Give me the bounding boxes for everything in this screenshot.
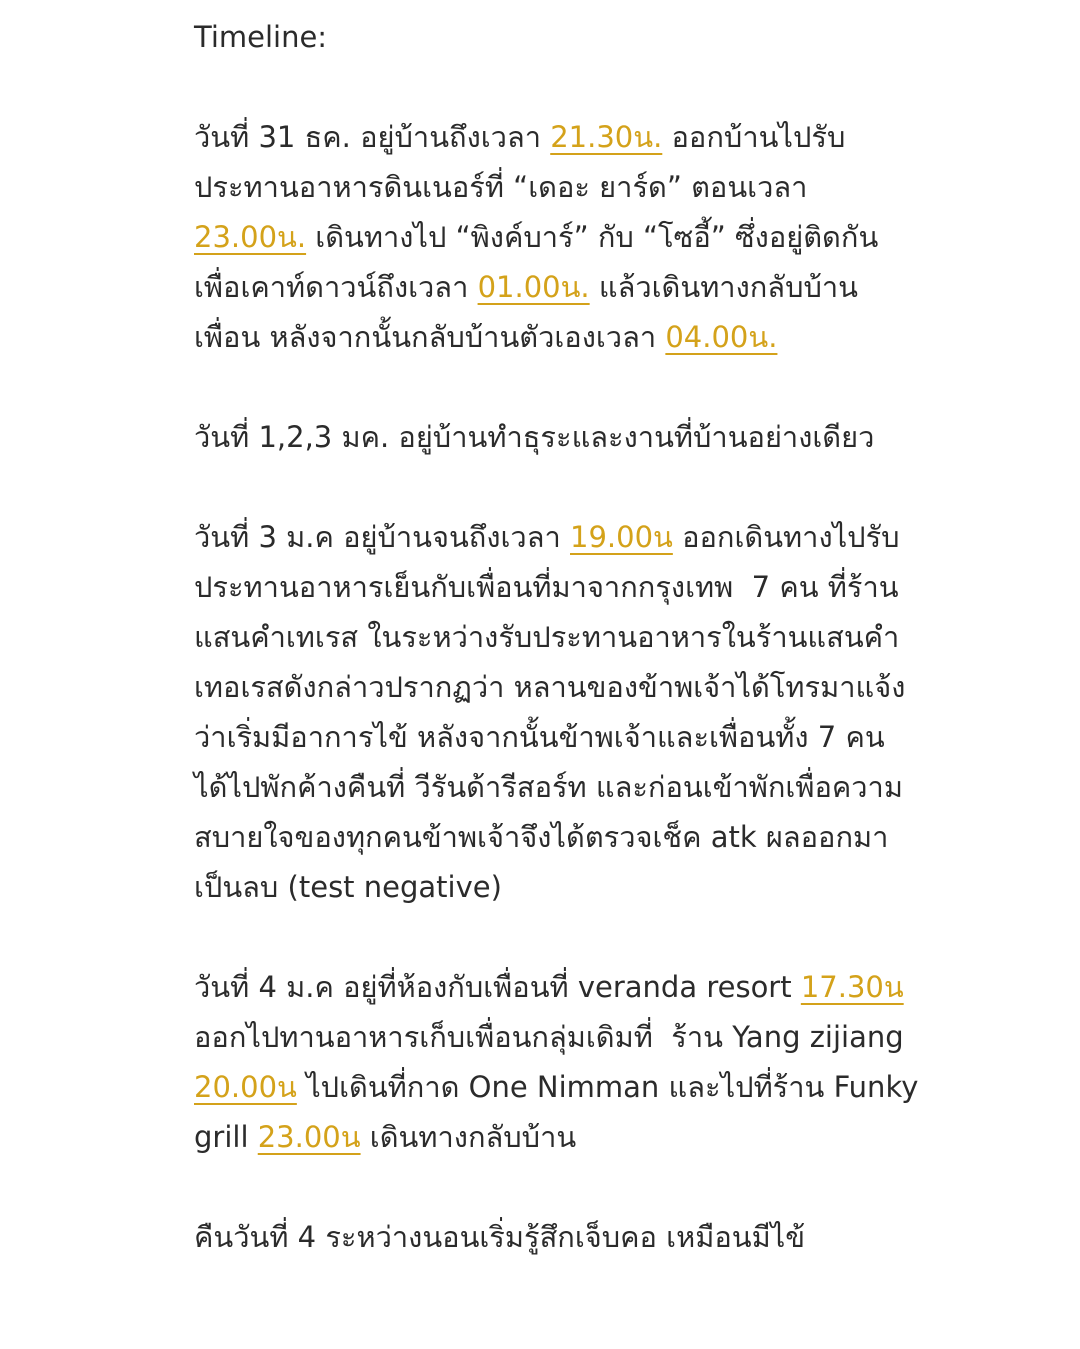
note-body (194, 12, 928, 1312)
timeline-paragraph (194, 962, 928, 1162)
time-highlight: 21.30น. (550, 120, 663, 154)
paragraph-text: วันที่ 31 ธค. อยู่บ้านถึงเวลา (194, 120, 551, 154)
timeline-paragraphs (194, 112, 928, 1262)
time-highlight: 23.00น (257, 1120, 361, 1154)
time-highlight: 01.00น. (477, 270, 590, 304)
paragraph-text: คืนวันที่ 4 ระหว่างนอนเริ่มรู้สึกเจ็บคอ เหมือนมีไข้ (194, 1220, 806, 1254)
timeline-paragraph (194, 512, 924, 912)
paragraph-text: วันที่ 1,2,3 มค. อยู่บ้านทำธุระและงานที่บ้านอย่างเดียว (194, 420, 875, 454)
paragraph-text: ออกเดินทางไปรับประทานอาหารเย็นกับเพื่อนที่มาจากกรุงเทพ 7 คน ที่ร้านแสนคำเทเรส ในระหว่างรับประทานอาหารในร้านแสนคำเทอเรสดังกล่าวปรากฏว่า หลานของข้าพเจ้าได้โทรมาแจ้งว่าเริ่มมีอาการไข้ หลังจากนั้นข้าพเจ้าและเพื่อนทั้ง 7 คน ได้ไปพักค้างคืนที่ วีรันด้ารีสอร์ท และก่อนเข้าพักเพื่อความสบายใจของทุกคนข้าพเจ้าจึงได้ตรวจเช็ค atk ผลออกมา เป็นลบ (test negative) (194, 520, 906, 904)
time-highlight: 04.00น. (665, 320, 778, 354)
time-highlight: 19.00น (570, 520, 673, 554)
paragraph-text: เดินทางกลับบ้าน (360, 1120, 577, 1154)
timeline-paragraph (194, 112, 924, 362)
paragraph-text: แล้วเดินทางกลับบ้านเพื่อน หลังจากนั้นกลับบ้านตัวเองเวลา (194, 270, 859, 354)
paragraph-text: ไปเดินที่กาด One Nimman และไปที่ร้าน Funky grill (194, 1070, 928, 1154)
paragraph-text: วันที่ 3 ม.ค อยู่บ้านจนถึงเวลา (194, 520, 570, 554)
time-highlight: 17.30น (800, 970, 904, 1004)
paragraph-text: เดินทางไป “พิงค์บาร์” กับ “โซอี้” ซึ่งอยู่ติดกันเพื่อเคาท์ดาวน์ถึงเวลา (194, 220, 879, 304)
time-highlight: 23.00น. (194, 220, 307, 254)
note-heading: Timeline: (194, 20, 328, 54)
paragraph-text: ออกไปทานอาหารเก็บเพื่อนกลุ่มเดิมที่ ร้าน Yang zijiang (194, 970, 923, 1054)
paragraph-text: ออกบ้านไปรับประทานอาหารดินเนอร์ที่ “เดอะ ยาร์ด” ตอนเวลา (194, 120, 846, 204)
timeline-paragraph (194, 412, 924, 462)
time-highlight: 20.00น (194, 1070, 297, 1104)
timeline-paragraph (194, 1212, 924, 1262)
paragraph-text: วันที่ 4 ม.ค อยู่ที่ห้องกับเพื่อนที่ veranda resort (194, 970, 801, 1004)
